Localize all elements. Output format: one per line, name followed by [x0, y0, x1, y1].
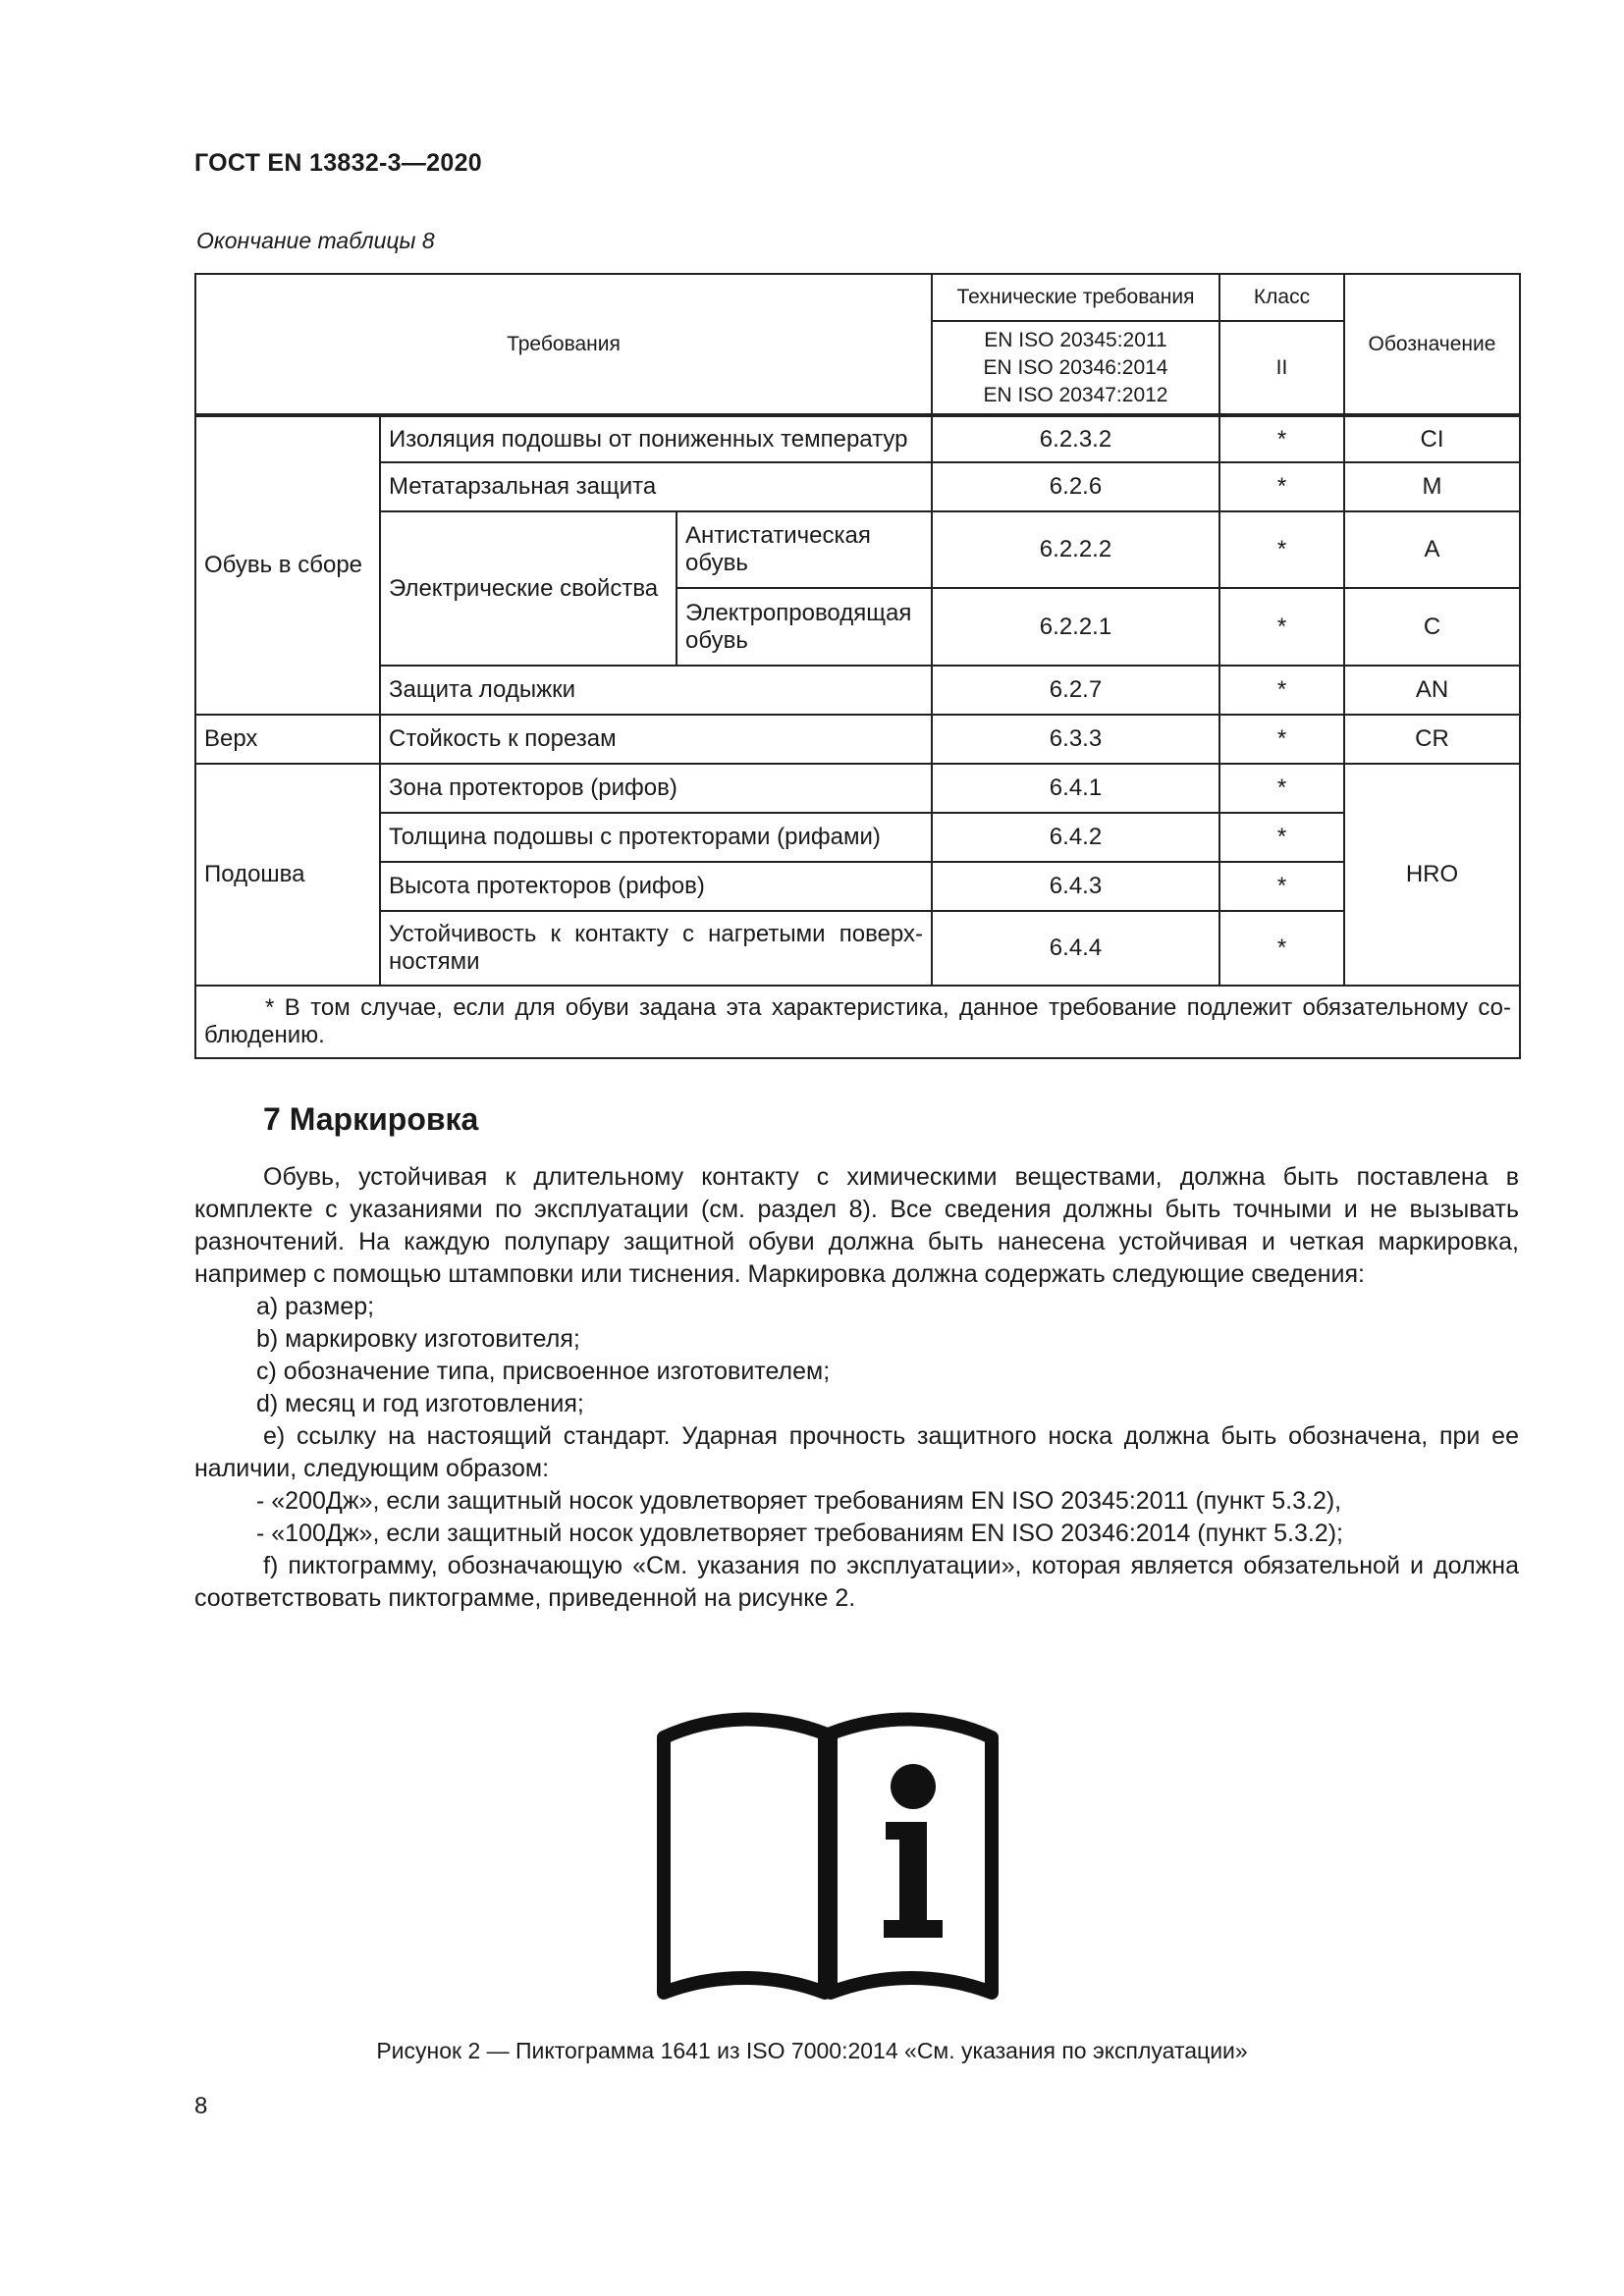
table-header-row: [195, 274, 1520, 321]
row-requirement: Стойкость к порезам: [380, 715, 932, 764]
group-assembled: Обувь в сборе: [195, 415, 380, 715]
table-row: [195, 764, 1520, 813]
row-tech: 6.2.6: [932, 462, 1219, 511]
row-tech: 6.4.4: [932, 911, 1219, 986]
group-electrical: Электрические свойства: [380, 511, 677, 666]
header-class-value: II: [1219, 321, 1344, 415]
instructions-pictogram-icon: [656, 1706, 1000, 2001]
table-row: [195, 666, 1520, 715]
group-upper: Верх: [195, 715, 380, 764]
row-tech: 6.4.1: [932, 764, 1219, 813]
row-class: *: [1219, 862, 1344, 911]
row-requirement: Толщина подошвы с протекторами (рифами): [380, 813, 932, 862]
header-standards: [932, 321, 1219, 415]
row-class: *: [1219, 764, 1344, 813]
row-class: *: [1219, 462, 1344, 511]
list-item: c) обозначение типа, присвоенное изготовителем;: [256, 1358, 831, 1385]
row-requirement: Электропроводящая обувь: [677, 588, 932, 666]
row-requirement: Зона протекторов (рифов): [380, 764, 932, 813]
dash-item: - «200Дж», если защитный носок удовлетворяет требованиям EN ISO 20345:2011 (пункт 5.3.2),: [256, 1487, 1342, 1515]
sole-designation: HRO: [1344, 764, 1520, 986]
standard-3: EN ISO 20347:2012: [983, 383, 1168, 406]
table-caption: Окончание таблицы 8: [196, 228, 435, 253]
table-row: [195, 911, 1520, 986]
row-class: *: [1219, 911, 1344, 986]
list-item-e: е) ссылку на настоящий стандарт. Ударная прочность защитного носка должна быть обозначена, при ее наличии, следующим образом:: [194, 1422, 1519, 1482]
table-row: [195, 415, 1520, 462]
row-requirement: Изоляция подошвы от пониженных температур: [380, 415, 932, 462]
row-class: *: [1219, 588, 1344, 666]
row-tech: 6.2.2.2: [932, 511, 1219, 588]
table-row: [195, 511, 1520, 588]
row-class: *: [1219, 666, 1344, 715]
list-item: b) маркировку изготовителя;: [256, 1325, 580, 1353]
header-designation: Обозначение: [1344, 274, 1520, 415]
list-item: d) месяц и год изготовления;: [256, 1390, 584, 1417]
table-footnote: [195, 986, 1520, 1058]
row-class: *: [1219, 415, 1344, 462]
section-title: 7 Маркировка: [263, 1101, 479, 1137]
table-footnote-row: [195, 986, 1520, 1058]
standard-1: EN ISO 20345:2011: [984, 328, 1167, 351]
table-row: [195, 813, 1520, 862]
row-requirement: Высота протекторов (рифов): [380, 862, 932, 911]
row-class: *: [1219, 715, 1344, 764]
row-requirement: Антистатическая обувь: [677, 511, 932, 588]
row-designation: CR: [1344, 715, 1520, 764]
row-tech: 6.3.3: [932, 715, 1219, 764]
header-class: Класс: [1219, 274, 1344, 321]
row-tech: 6.4.2: [932, 813, 1219, 862]
table-row: [195, 715, 1520, 764]
table-row: [195, 462, 1520, 511]
header-tech-requirements: Технические требования: [932, 274, 1219, 321]
table-row: [195, 862, 1520, 911]
row-class: *: [1219, 813, 1344, 862]
row-designation: AN: [1344, 666, 1520, 715]
figure-caption: Рисунок 2 — Пиктограмма 1641 из ISO 7000:2014 «См. указания по эксплуатации»: [376, 2038, 1248, 2063]
row-tech: 6.2.3.2: [932, 415, 1219, 462]
row-tech: 6.4.3: [932, 862, 1219, 911]
requirements-table: [194, 273, 1521, 1059]
page-number: 8: [194, 2093, 208, 2119]
row-designation: M: [1344, 462, 1520, 511]
header-requirements: Требования: [195, 274, 932, 415]
list-item-f: f) пиктограмму, обозначающую «См. указания по эксплуатации», которая является обязательной и должна соответствовать пиктограмме, приведенной на рисунке 2.: [194, 1552, 1519, 1612]
section-paragraph: Обувь, устойчивая к длительному контакту с химическими веществами, должна быть поставлена в комплекте с указаниями по эксплуатации (см. раздел 8). Все сведения должны быть точными и не вызывать разночтений. На каждую полупару защитной обуви должна быть нанесена устойчивая и четкая маркировка, например с помощью штамповки или тиснения. Маркировка должна содержать следующие сведения:: [194, 1163, 1519, 1288]
row-designation: A: [1344, 511, 1520, 588]
list-item: а) размер;: [256, 1293, 375, 1320]
section-body: [194, 1161, 1519, 1615]
row-requirement: Метатарзальная защита: [380, 462, 932, 511]
group-sole: Подошва: [195, 764, 380, 986]
dash-item: - «100Дж», если защитный носок удовлетворяет требованиям EN ISO 20346:2014 (пункт 5.3.2);: [256, 1520, 1343, 1547]
row-requirement: Защита лодыжки: [380, 666, 932, 715]
row-requirement: Устойчивость к контакту с нагретыми поверх-ностями: [380, 911, 932, 986]
standard-2: EN ISO 20346:2014: [983, 355, 1168, 379]
row-tech: 6.2.7: [932, 666, 1219, 715]
row-tech: 6.2.2.1: [932, 588, 1219, 666]
row-designation: CI: [1344, 415, 1520, 462]
row-designation: C: [1344, 588, 1520, 666]
row-class: *: [1219, 511, 1344, 588]
footnote-text: * В том случае, если для обуви задана эта характеристика, данное требование подлежит обязательному со-блюдению.: [204, 994, 1511, 1048]
document-header: ГОСТ EN 13832-3—2020: [194, 149, 482, 177]
